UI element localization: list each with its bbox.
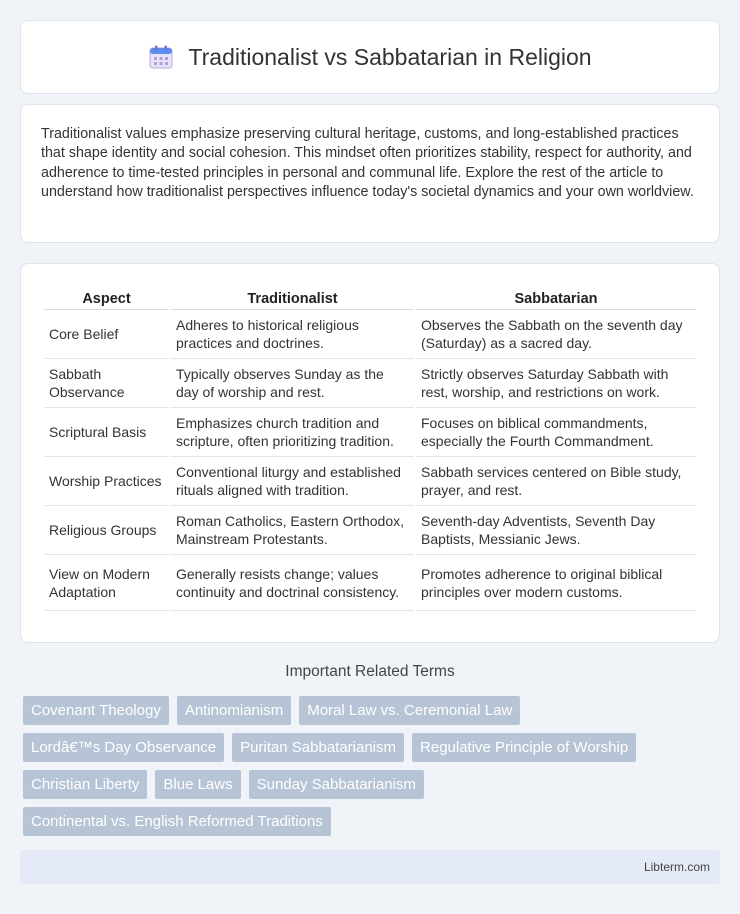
table-cell-sabbatarian: Seventh-day Adventists, Seventh Day Baptists, Messianic Jews. bbox=[416, 506, 696, 555]
tag-christian-liberty[interactable]: Christian Liberty bbox=[23, 770, 147, 799]
tag-continental-vs-english-reformed[interactable]: Continental vs. English Reformed Traditions bbox=[23, 807, 331, 836]
table-row bbox=[44, 506, 696, 555]
related-terms-tags bbox=[23, 696, 723, 844]
tag-regulative-principle[interactable]: Regulative Principle of Worship bbox=[412, 733, 636, 762]
tag-moral-vs-ceremonial-law[interactable]: Moral Law vs. Ceremonial Law bbox=[299, 696, 520, 725]
column-header-sabbatarian: Sabbatarian bbox=[416, 284, 696, 310]
footer bbox=[20, 850, 720, 884]
table-cell-aspect: Core Belief bbox=[44, 310, 169, 359]
table-cell-traditionalist: Conventional liturgy and established rituals aligned with tradition. bbox=[171, 457, 414, 506]
table-cell-aspect: Religious Groups bbox=[44, 506, 169, 555]
table-cell-traditionalist: Generally resists change; values continuity and doctrinal consistency. bbox=[171, 555, 414, 611]
tag-row bbox=[23, 807, 723, 836]
table-cell-aspect: Scriptural Basis bbox=[44, 408, 169, 457]
tag-covenant-theology[interactable]: Covenant Theology bbox=[23, 696, 169, 725]
table-row bbox=[44, 310, 696, 359]
table-cell-traditionalist: Roman Catholics, Eastern Orthodox, Mainstream Protestants. bbox=[171, 506, 414, 555]
table-cell-aspect: View on Modern Adaptation bbox=[44, 555, 169, 611]
table-cell-sabbatarian: Observes the Sabbath on the seventh day (Saturday) as a sacred day. bbox=[416, 310, 696, 359]
tag-blue-laws[interactable]: Blue Laws bbox=[155, 770, 240, 799]
related-terms-title: Important Related Terms bbox=[285, 663, 455, 680]
header-card bbox=[20, 20, 720, 94]
tag-row bbox=[23, 770, 723, 799]
table-cell-sabbatarian: Sabbath services centered on Bible study, prayer, and rest. bbox=[416, 457, 696, 506]
table-cell-traditionalist: Adheres to historical religious practices and doctrines. bbox=[171, 310, 414, 359]
tag-puritan-sabbatarianism[interactable]: Puritan Sabbatarianism bbox=[232, 733, 404, 762]
column-header-aspect: Aspect bbox=[44, 284, 169, 310]
tag-antinomianism[interactable]: Antinomianism bbox=[177, 696, 291, 725]
table-row bbox=[44, 359, 696, 408]
table-cell-traditionalist: Typically observes Sunday as the day of worship and rest. bbox=[171, 359, 414, 408]
table-cell-sabbatarian: Focuses on biblical commandments, especially the Fourth Commandment. bbox=[416, 408, 696, 457]
table-row bbox=[44, 408, 696, 457]
table-row bbox=[44, 457, 696, 506]
page-title: Traditionalist vs Sabbatarian in Religion bbox=[188, 43, 592, 70]
intro-text: Traditionalist values emphasize preserving cultural heritage, customs, and long-established practices that shape identity and social cohesion. This mindset often prioritizes stability, respect for authority, and adherence to time-tested principles in personal and communal life. Explore the rest of the article to understand how traditionalist perspectives influence today's societal dynamics and your own worldview. bbox=[41, 126, 694, 200]
tag-sunday-sabbatarianism[interactable]: Sunday Sabbatarianism bbox=[249, 770, 424, 799]
table-row bbox=[44, 555, 696, 611]
calendar-icon bbox=[148, 44, 174, 70]
comparison-table-card bbox=[20, 263, 720, 643]
tag-lords-day-observance[interactable]: Lordâ€™s Day Observance bbox=[23, 733, 224, 762]
footer-site-link[interactable]: Libterm.com bbox=[643, 860, 710, 874]
table-header-row bbox=[44, 284, 696, 310]
table-cell-aspect: Worship Practices bbox=[44, 457, 169, 506]
column-header-traditionalist: Traditionalist bbox=[171, 284, 414, 310]
comparison-table bbox=[42, 284, 698, 611]
table-cell-traditionalist: Emphasizes church tradition and scripture, often prioritizing tradition. bbox=[171, 408, 414, 457]
tag-row bbox=[23, 733, 723, 762]
tag-row bbox=[23, 696, 723, 725]
table-cell-aspect: Sabbath Observance bbox=[44, 359, 169, 408]
table-cell-sabbatarian: Promotes adherence to original biblical principles over modern customs. bbox=[416, 555, 696, 611]
table-cell-sabbatarian: Strictly observes Saturday Sabbath with rest, worship, and restrictions on work. bbox=[416, 359, 696, 408]
intro-card bbox=[20, 104, 720, 243]
